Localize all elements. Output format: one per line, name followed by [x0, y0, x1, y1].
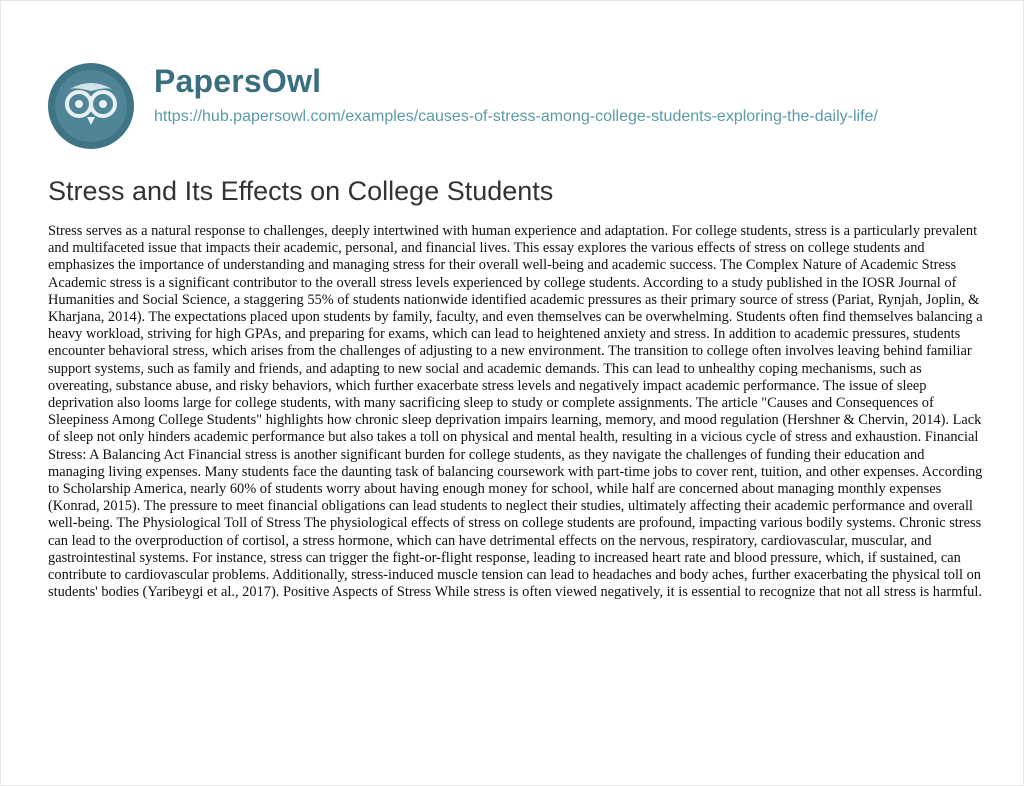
- brand-name: PapersOwl: [154, 63, 322, 99]
- document-title: Stress and Its Effects on College Students: [48, 176, 554, 206]
- source-link[interactable]: https://hub.papersowl.com/examples/causes-of-stress-among-college-students-exploring-the-daily-life/: [154, 108, 878, 125]
- document-body: Stress serves as a natural response to challenges, deeply intertwined with human experience and adaptation. For college students, stress is a particularly prevalent and multifaceted issue that impacts their academic, personal, and financial lives. This essay explores the various effects of stress on college students and emphasizes the importance of understanding and managing stress for their overall well-being and academic success. The Complex Nature of Academic Stress Academic stress is a significant contributor to the overall stress levels experienced by college students. According to a study published in the IOSR Journal of Humanities and Social Science, a staggering 55% of students nationwide identified academic pressures as their primary source of stress (Pariat, Rynjah, Joplin, & Kharjana, 2014). The expectations placed upon students by family, faculty, and even themselves can be overwhelming. Students often find themselves balancing a heavy workload, striving for high GPAs, and preparing for exams, which can lead to heightened anxiety and stress. In addition to academic pressures, students encounter behavioral stress, which arises from the challenges of adjusting to a new environment. The transition to college often involves leaving behind familiar support systems, such as family and friends, and adapting to new social and academic demands. This can lead to unhealthy coping mechanisms, such as overeating, substance abuse, and risky behaviors, which further exacerbate stress levels and negatively impact academic performance. The issue of sleep deprivation also looms large for college students, with many sacrificing sleep to study or complete assignments. The article "Causes and Consequences of Sleepiness Among College Students" highlights how chronic sleep deprivation impairs learning, memory, and mood regulation (Hershner & Chervin, 2014). Lack of sleep not only hinders academic performance but also takes a toll on physical and mental health, resulting in a vicious cycle of stress and exhaustion. Financial Stress: A Balancing Act Financial stress is another significant burden for college students, as they navigate the challenges of funding their education and managing living expenses. Many students face the daunting task of balancing coursework with part-time jobs to cover rent, tuition, and other expenses. According to Scholarship America, nearly 60% of students worry about having enough money for school, while half are concerned about managing monthly expenses (Konrad, 2015). The pressure to meet financial obligations can lead students to neglect their studies, ultimately affecting their academic performance and overall well-being. The Physiological Toll of Stress The physiological effects of stress on college students are profound, impacting various bodily systems. Chronic stress can lead to the overproduction of cortisol, a stress hormone, which can have detrimental effects on the nervous, respiratory, cardiovascular, muscular, and gastrointestinal systems. For instance, stress can trigger the fight-or-flight response, leading to increased heart rate and blood pressure, which, if sustained, can contribute to cardiovascular problems. Additionally, stress-induced muscle tension can lead to headaches and body aches, further exacerbating the physical toll on students' bodies (Yaribeygi et al., 2017). Positive Aspects of Stress While stress is often viewed negatively, it is essential to recognize that not all stress is harmful.: [48, 223, 983, 601]
- owl-logo-icon: [46, 61, 136, 151]
- site-header: [46, 61, 996, 161]
- brand-block: [154, 61, 994, 129]
